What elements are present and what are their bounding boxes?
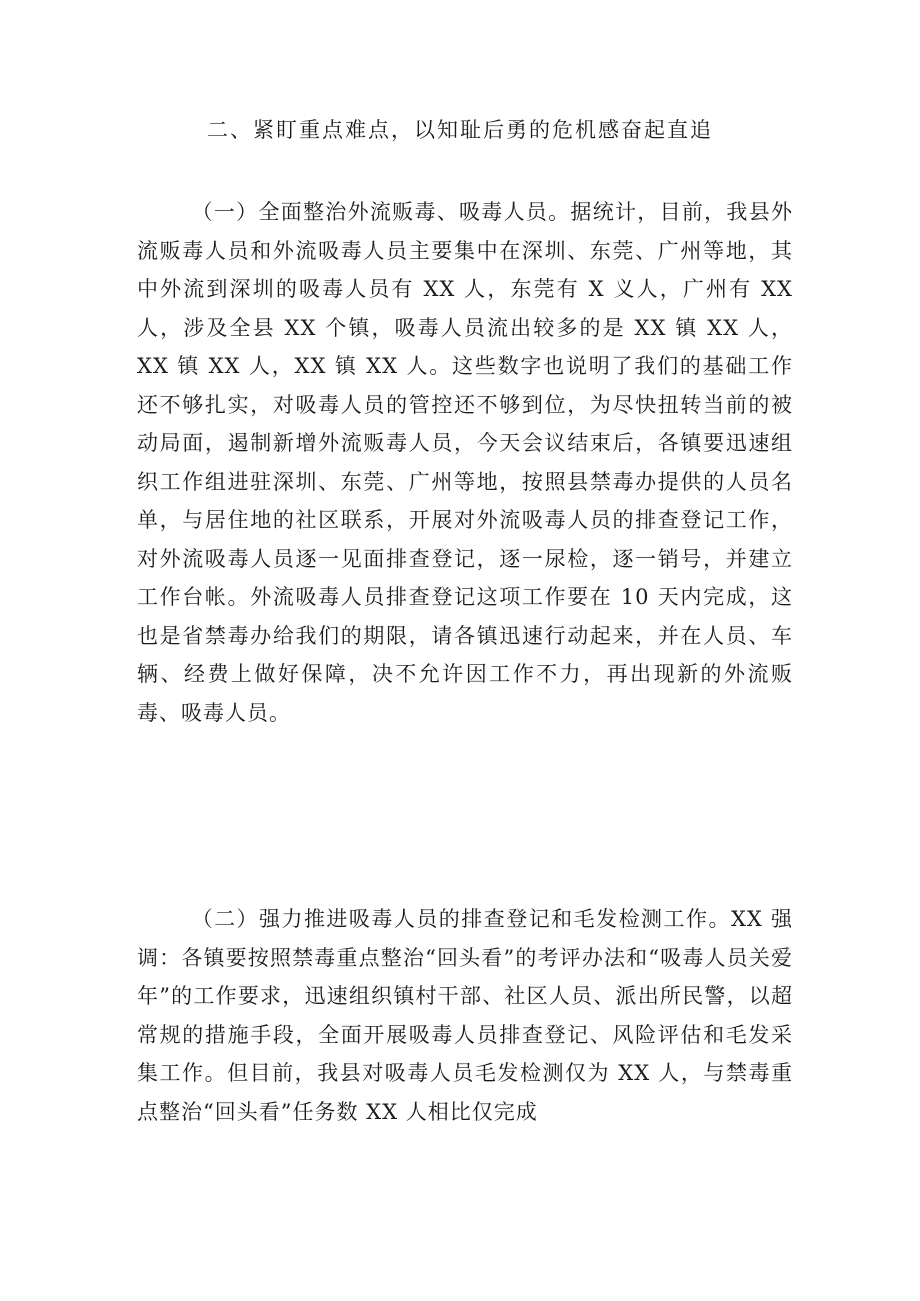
paragraph-2: （二）强力推进吸毒人员的排查登记和毛发检测工作。XX 强调：各镇要按照禁毒重点整治“回头看”的考评办法和“吸毒人员关爱年”的工作要求，迅速组织镇村干部、社区人员、派出所民警，以超常规的措施手段，全面开展吸毒人员排查登记、风险评估和毛发采集工作。但目前，我县对吸毒人员毛发检测仅为 XX 人，与禁毒重点整治“回头看”任务数 XX 人相比仅完成 [137, 907, 793, 1124]
section-heading: 二、紧盯重点难点，以知耻后勇的危机感奋起直追 [207, 118, 713, 142]
paragraph-1: （一）全面整治外流贩毒、吸毒人员。据统计，目前，我县外流贩毒人员和外流吸毒人员主要集中在深圳、东莞、广州等地，其中外流到深圳的吸毒人员有 XX 人，东莞有 X 义人，广州有 XX 人，涉及全县 XX 个镇，吸毒人员流出较多的是 XX 镇 XX 人，XX 镇 XX 人，XX 镇 XX 人。这些数字也说明了我们的基础工作还不够扎实，对吸毒人员的管控还不够到位，为尽快扭转当前的被动局面，遏制新增外流贩毒人员，今天会议结束后，各镇要迅速组织工作组进驻深圳、东莞、广州等地，按照县禁毒办提供的人员名单，与居住地的社区联系，开展对外流吸毒人员的排查登记工作，对外流吸毒人员逐一见面排查登记，逐一尿检，逐一销号，并建立工作台帐。外流吸毒人员排查登记这项工作要在 10 天内完成，这也是省禁毒办给我们的期限，请各镇迅速行动起来，并在人员、车辆、经费上做好保障，决不允许因工作不力，再出现新的外流贩毒、吸毒人员。 [137, 200, 793, 725]
